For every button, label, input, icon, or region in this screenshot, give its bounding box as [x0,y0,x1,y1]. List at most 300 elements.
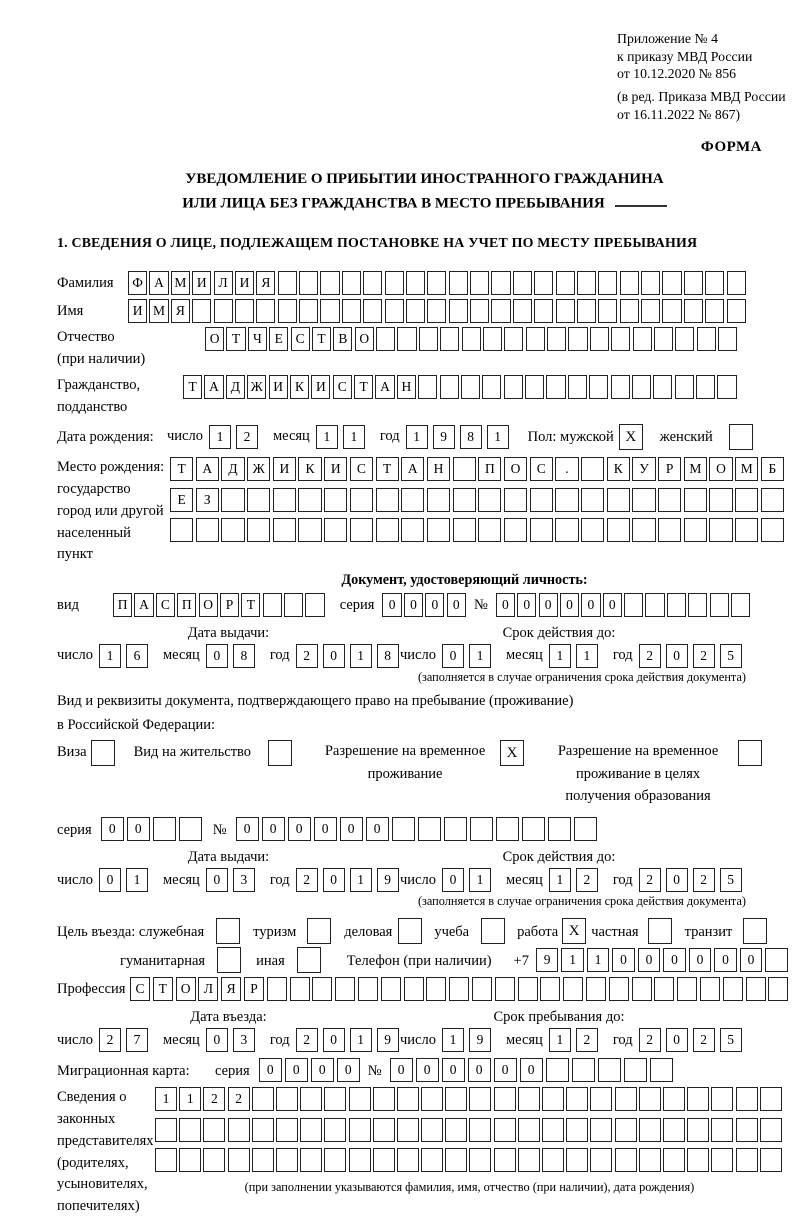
identity-expiry-month[interactable] [549,644,603,668]
char-box[interactable] [203,1118,225,1142]
char-box[interactable] [518,1118,540,1142]
char-box[interactable]: 0 [236,817,259,841]
purpose-humanitarian-checkbox[interactable] [217,947,241,973]
char-box[interactable] [645,593,664,617]
char-box[interactable] [252,1148,274,1172]
char-box[interactable]: 1 [576,644,598,668]
gender-female-checkbox[interactable] [729,424,753,450]
char-box[interactable]: И [235,271,254,295]
char-box[interactable] [568,375,587,399]
residence-issue-day[interactable] [99,868,153,892]
char-box[interactable] [548,817,571,841]
char-box[interactable] [632,488,655,512]
doc-number-cells[interactable] [496,593,753,617]
char-box[interactable] [710,593,729,617]
char-box[interactable] [427,488,450,512]
char-box[interactable] [290,977,310,1001]
char-box[interactable] [598,271,617,295]
char-box[interactable] [662,271,681,295]
char-box[interactable] [760,1148,782,1172]
char-box[interactable] [761,488,784,512]
char-box[interactable] [342,271,361,295]
char-box[interactable] [589,375,608,399]
residence-series-cells[interactable] [101,817,205,841]
char-box[interactable] [427,271,446,295]
char-box[interactable]: 1 [469,644,491,668]
char-box[interactable]: 2 [693,1028,715,1052]
char-box[interactable]: 0 [288,817,311,841]
char-box[interactable] [650,1058,673,1082]
char-box[interactable]: А [149,271,168,295]
char-box[interactable]: П [478,457,501,481]
char-box[interactable]: 0 [340,817,363,841]
char-box[interactable] [449,271,468,295]
char-box[interactable] [418,375,437,399]
surname-cells[interactable] [128,271,748,295]
char-box[interactable] [478,488,501,512]
residence-number-cells[interactable] [236,817,600,841]
char-box[interactable]: 0 [366,817,389,841]
purpose-business-checkbox[interactable] [398,918,422,944]
char-box[interactable] [513,299,532,323]
char-box[interactable] [684,488,707,512]
char-box[interactable] [203,1148,225,1172]
char-box[interactable] [247,488,270,512]
char-box[interactable]: 5 [720,1028,742,1052]
residence-issue-month[interactable] [206,868,260,892]
char-box[interactable] [688,593,707,617]
char-box[interactable] [440,327,459,351]
entry-day[interactable] [99,1028,153,1052]
char-box[interactable]: 0 [425,593,444,617]
char-box[interactable] [373,1118,395,1142]
char-box[interactable] [598,299,617,323]
char-box[interactable] [620,299,639,323]
char-box[interactable] [470,271,489,295]
char-box[interactable] [530,488,553,512]
char-box[interactable] [298,518,321,542]
char-box[interactable] [252,1087,274,1111]
char-box[interactable] [491,299,510,323]
char-box[interactable] [768,977,788,1001]
char-box[interactable] [684,299,703,323]
char-box[interactable]: 9 [469,1028,491,1052]
char-box[interactable] [687,1118,709,1142]
purpose-private-checkbox[interactable] [648,918,672,944]
purpose-work-checkbox[interactable] [562,918,586,944]
char-box[interactable] [363,271,382,295]
char-box[interactable]: 1 [549,868,571,892]
char-box[interactable]: А [196,457,219,481]
char-box[interactable] [495,977,515,1001]
char-box[interactable]: 1 [350,1028,372,1052]
char-box[interactable] [421,1148,443,1172]
char-box[interactable]: С [130,977,150,1001]
char-box[interactable]: С [350,457,373,481]
char-box[interactable] [494,1148,516,1172]
char-box[interactable]: 0 [99,868,121,892]
stay-day[interactable] [442,1028,496,1052]
char-box[interactable]: Р [220,593,239,617]
stay-year[interactable] [639,1028,747,1052]
char-box[interactable]: 0 [539,593,558,617]
legal-reps-cells-row3[interactable] [155,1148,784,1172]
char-box[interactable]: 0 [285,1058,308,1082]
char-box[interactable]: 0 [666,868,688,892]
char-box[interactable]: Ж [247,457,270,481]
char-box[interactable] [256,299,275,323]
char-box[interactable] [461,375,480,399]
char-box[interactable] [453,457,476,481]
char-box[interactable] [765,948,787,972]
char-box[interactable]: X [562,918,586,944]
char-box[interactable]: Т [376,457,399,481]
patronymic-cells[interactable] [205,327,739,351]
char-box[interactable] [406,271,425,295]
char-box[interactable]: Ф [128,271,147,295]
char-box[interactable]: О [199,593,218,617]
char-box[interactable]: 2 [639,868,661,892]
char-box[interactable]: 0 [442,868,464,892]
char-box[interactable] [170,518,193,542]
char-box[interactable] [624,593,643,617]
char-box[interactable] [731,593,750,617]
char-box[interactable] [590,1087,612,1111]
char-box[interactable]: 0 [442,644,464,668]
char-box[interactable] [298,488,321,512]
residence-issue-year[interactable] [296,868,404,892]
char-box[interactable] [736,1148,758,1172]
char-box[interactable]: 3 [233,868,255,892]
char-box[interactable]: М [684,457,707,481]
char-box[interactable]: 2 [236,425,258,449]
char-box[interactable]: Е [170,488,193,512]
char-box[interactable] [641,271,660,295]
char-box[interactable] [566,1148,588,1172]
char-box[interactable]: М [171,271,190,295]
char-box[interactable] [440,375,459,399]
purpose-transit-checkbox[interactable] [743,918,767,944]
char-box[interactable] [397,1148,419,1172]
char-box[interactable]: 0 [714,948,736,972]
char-box[interactable]: 2 [576,1028,598,1052]
char-box[interactable]: 0 [442,1058,465,1082]
char-box[interactable] [192,299,211,323]
char-box[interactable]: О [205,327,224,351]
char-box[interactable] [687,1148,709,1172]
char-box[interactable]: Я [221,977,241,1001]
char-box[interactable] [611,375,630,399]
temp-permit-checkbox[interactable] [500,740,524,766]
char-box[interactable]: М [735,457,758,481]
char-box[interactable] [663,1148,685,1172]
char-box[interactable] [445,1118,467,1142]
char-box[interactable] [522,817,545,841]
char-box[interactable]: 0 [404,593,423,617]
char-box[interactable] [723,977,743,1001]
char-box[interactable] [278,271,297,295]
char-box[interactable]: 0 [740,948,762,972]
char-box[interactable]: А [401,457,424,481]
char-box[interactable]: 2 [296,1028,318,1052]
char-box[interactable] [469,1087,491,1111]
char-box[interactable]: Т [183,375,202,399]
char-box[interactable] [705,299,724,323]
char-box[interactable]: 0 [416,1058,439,1082]
char-box[interactable]: Я [256,271,275,295]
char-box[interactable] [697,327,716,351]
char-box[interactable] [385,299,404,323]
char-box[interactable] [462,327,481,351]
char-box[interactable]: Т [354,375,373,399]
char-box[interactable] [401,518,424,542]
char-box[interactable]: Ж [247,375,266,399]
char-box[interactable]: С [333,375,352,399]
char-box[interactable] [675,375,694,399]
char-box[interactable]: П [177,593,196,617]
char-box[interactable]: 0 [311,1058,334,1082]
char-box[interactable] [385,271,404,295]
char-box[interactable] [307,918,331,944]
char-box[interactable] [421,1118,443,1142]
char-box[interactable] [700,977,720,1001]
stay-month[interactable] [549,1028,603,1052]
char-box[interactable] [299,299,318,323]
char-box[interactable]: А [375,375,394,399]
birth-place-cells-row2[interactable] [170,488,787,512]
char-box[interactable]: 2 [296,644,318,668]
char-box[interactable] [632,375,651,399]
char-box[interactable]: Ч [248,327,267,351]
char-box[interactable]: 2 [576,868,598,892]
gender-male-checkbox[interactable] [619,424,643,450]
char-box[interactable]: Н [427,457,450,481]
char-box[interactable] [392,817,415,841]
char-box[interactable] [404,977,424,1001]
char-box[interactable] [760,1087,782,1111]
birth-year-cells[interactable] [406,425,514,449]
char-box[interactable] [267,977,287,1001]
char-box[interactable]: 9 [377,1028,399,1052]
char-box[interactable] [397,1118,419,1142]
char-box[interactable] [581,457,604,481]
char-box[interactable]: 0 [101,817,124,841]
char-box[interactable]: 0 [206,868,228,892]
char-box[interactable]: 2 [203,1087,225,1111]
char-box[interactable] [312,977,332,1001]
char-box[interactable] [568,327,587,351]
char-box[interactable] [663,1118,685,1142]
char-box[interactable]: Т [241,593,260,617]
char-box[interactable] [470,817,493,841]
char-box[interactable] [398,918,422,944]
char-box[interactable] [641,299,660,323]
birth-place-cells-row1[interactable] [170,457,787,481]
identity-expiry-day[interactable] [442,644,496,668]
char-box[interactable] [324,1148,346,1172]
char-box[interactable]: 2 [99,1028,121,1052]
char-box[interactable]: Д [226,375,245,399]
char-box[interactable]: 1 [155,1087,177,1111]
residence-expiry-day[interactable] [442,868,496,892]
char-box[interactable]: 1 [469,868,491,892]
char-box[interactable] [427,299,446,323]
char-box[interactable]: 2 [228,1087,250,1111]
char-box[interactable] [542,1118,564,1142]
char-box[interactable]: 1 [487,425,509,449]
char-box[interactable]: 1 [350,644,372,668]
char-box[interactable]: М [149,299,168,323]
char-box[interactable] [155,1148,177,1172]
char-box[interactable] [179,1148,201,1172]
char-box[interactable]: 1 [442,1028,464,1052]
char-box[interactable] [481,918,505,944]
char-box[interactable]: Л [198,977,218,1001]
char-box[interactable]: 0 [262,817,285,841]
char-box[interactable] [494,1118,516,1142]
char-box[interactable] [534,299,553,323]
birth-month-cells[interactable] [316,425,370,449]
char-box[interactable]: 1 [350,868,372,892]
char-box[interactable] [615,1087,637,1111]
char-box[interactable] [268,740,292,766]
char-box[interactable] [284,593,303,617]
char-box[interactable]: О [709,457,732,481]
char-box[interactable]: О [355,327,374,351]
char-box[interactable] [376,488,399,512]
char-box[interactable]: 0 [382,593,401,617]
char-box[interactable] [542,1148,564,1172]
char-box[interactable]: К [290,375,309,399]
char-box[interactable]: Л [214,271,233,295]
char-box[interactable]: 6 [126,644,148,668]
char-box[interactable] [320,299,339,323]
char-box[interactable] [320,271,339,295]
char-box[interactable]: 8 [377,644,399,668]
char-box[interactable]: 2 [639,1028,661,1052]
char-box[interactable] [376,327,395,351]
char-box[interactable]: 7 [126,1028,148,1052]
char-box[interactable]: 1 [587,948,609,972]
char-box[interactable] [663,1087,685,1111]
char-box[interactable]: 0 [323,1028,345,1052]
char-box[interactable] [350,518,373,542]
char-box[interactable]: 9 [377,868,399,892]
char-box[interactable] [179,817,202,841]
char-box[interactable] [738,740,762,766]
char-box[interactable]: 0 [638,948,660,972]
char-box[interactable] [542,1087,564,1111]
char-box[interactable] [401,488,424,512]
char-box[interactable] [300,1148,322,1172]
char-box[interactable] [675,327,694,351]
char-box[interactable] [349,1148,371,1172]
char-box[interactable] [727,271,746,295]
char-box[interactable] [727,299,746,323]
char-box[interactable]: И [128,299,147,323]
char-box[interactable] [526,327,545,351]
char-box[interactable] [449,977,469,1001]
char-box[interactable]: 1 [561,948,583,972]
char-box[interactable] [624,1058,647,1082]
char-box[interactable]: К [298,457,321,481]
legal-reps-cells-row2[interactable] [155,1118,784,1142]
char-box[interactable] [598,1058,621,1082]
name-cells[interactable] [128,299,748,323]
temp-permit-edu-checkbox[interactable] [738,740,762,766]
char-box[interactable] [525,375,544,399]
char-box[interactable] [445,1148,467,1172]
char-box[interactable] [590,1148,612,1172]
char-box[interactable] [491,271,510,295]
char-box[interactable] [687,1087,709,1111]
char-box[interactable]: . [555,457,578,481]
char-box[interactable] [324,1087,346,1111]
char-box[interactable] [263,593,282,617]
char-box[interactable]: 0 [468,1058,491,1082]
char-box[interactable] [555,488,578,512]
char-box[interactable]: 0 [517,593,536,617]
char-box[interactable] [556,299,575,323]
char-box[interactable] [577,299,596,323]
char-box[interactable] [658,488,681,512]
char-box[interactable]: 0 [520,1058,543,1082]
char-box[interactable] [736,1087,758,1111]
char-box[interactable]: 2 [296,868,318,892]
char-box[interactable] [639,1087,661,1111]
residence-permit-checkbox[interactable] [268,740,292,766]
char-box[interactable]: И [273,457,296,481]
purpose-tourism-checkbox[interactable] [307,918,331,944]
residence-expiry-month[interactable] [549,868,603,892]
char-box[interactable] [482,375,501,399]
char-box[interactable] [684,271,703,295]
char-box[interactable]: 1 [209,425,231,449]
identity-issue-day[interactable] [99,644,153,668]
char-box[interactable] [555,518,578,542]
char-box[interactable] [381,977,401,1001]
char-box[interactable] [546,375,565,399]
char-box[interactable] [305,593,324,617]
char-box[interactable]: 3 [233,1028,255,1052]
char-box[interactable]: И [269,375,288,399]
char-box[interactable] [684,518,707,542]
char-box[interactable]: 2 [693,644,715,668]
char-box[interactable] [228,1118,250,1142]
char-box[interactable] [449,299,468,323]
residence-expiry-year[interactable] [639,868,747,892]
char-box[interactable] [445,1087,467,1111]
char-box[interactable] [324,488,347,512]
char-box[interactable] [590,1118,612,1142]
char-box[interactable] [566,1118,588,1142]
char-box[interactable] [228,1148,250,1172]
char-box[interactable]: 9 [433,425,455,449]
char-box[interactable]: С [530,457,553,481]
char-box[interactable] [469,1118,491,1142]
char-box[interactable] [735,488,758,512]
char-box[interactable] [324,518,347,542]
char-box[interactable] [358,977,378,1001]
char-box[interactable] [276,1148,298,1172]
char-box[interactable] [718,327,737,351]
char-box[interactable] [633,327,652,351]
char-box[interactable] [743,918,767,944]
char-box[interactable]: В [333,327,352,351]
char-box[interactable] [556,271,575,295]
char-box[interactable] [717,375,736,399]
char-box[interactable] [196,518,219,542]
